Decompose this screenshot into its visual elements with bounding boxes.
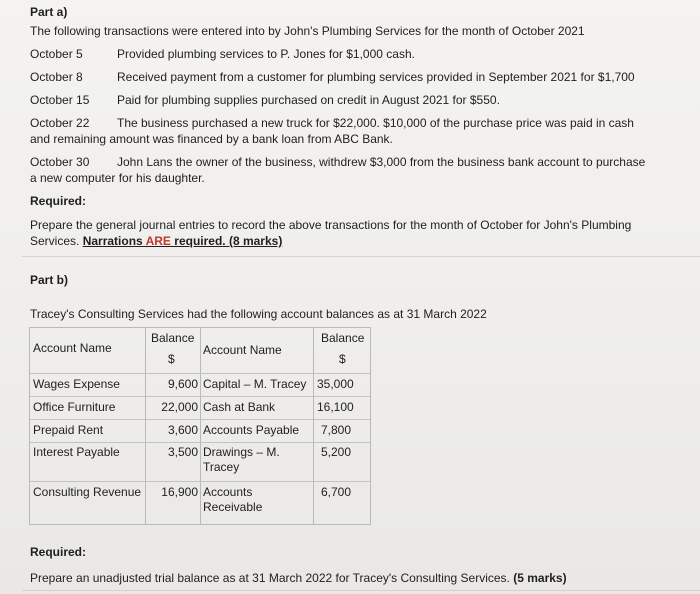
table-cell: Prepaid Rent [33,423,104,437]
transaction-date: October 22 [30,116,90,130]
required-label: Required: [30,194,87,208]
header-currency: $ [168,352,175,366]
transaction-date: October 5 [30,47,83,61]
marks-text: (5 marks) [513,571,567,585]
transaction-text: Received payment from a customer for plumbing services provided in September 2021 for $1,700 [117,70,635,84]
instruction-line: Prepare the general journal entries to record the above transactions for the month of October for John's Plumbing [30,218,632,232]
transaction-date: October 8 [30,70,83,84]
table-cell: 3,500 [167,445,198,459]
table-cell: 7,800 [321,423,352,437]
account-balances-table [29,327,371,525]
table-cell: 9,600 [167,377,198,391]
table-cell: Drawings – M. Tracey [203,445,280,474]
part-b-intro: Tracey's Consulting Services had the following account balances as at 31 March 2022 [30,307,487,321]
table-divider [30,442,370,443]
table-cell: Consulting Revenue [33,485,142,499]
transaction-text: Paid for plumbing supplies purchased on credit in August 2021 for $550. [117,93,500,107]
instruction-line [30,234,282,249]
table-cell: 35,000 [317,377,354,391]
table-divider [313,328,314,524]
table-cell: 3,600 [167,423,198,437]
narrations-text [83,234,283,248]
table-divider [30,481,370,482]
part-a-heading: Part a) [30,5,68,19]
required-label: Required: [30,545,87,559]
table-cell: 16,900 [161,485,198,499]
section-divider [22,590,700,591]
part-b-instruction [30,571,567,586]
header-currency: $ [339,352,346,366]
narrations-marks: required. (8 marks) [170,234,283,248]
instruction-text: Prepare an unadjusted trial balance as at 31 March 2022 for Tracey's Consulting Services. [30,571,514,585]
table-cell: 22,000 [161,400,198,414]
table-cell: Cash at Bank [203,400,276,414]
table-cell: 6,700 [321,485,352,499]
header-account-name: Account Name [33,341,112,355]
table-divider [30,373,370,374]
transaction-date: October 15 [30,93,90,107]
table-cell: Interest Payable [33,445,120,459]
table-cell: 5,200 [321,445,352,459]
transaction-date: October 30 [30,155,90,169]
section-divider [22,256,700,257]
narrations-label: Narrations [82,234,146,248]
transaction-continuation: a new computer for his daughter. [30,171,205,185]
transaction-text: The business purchased a new truck for $22,000. $10,000 of the purchase price was paid in cash [117,116,634,130]
part-b-heading: Part b) [30,273,69,287]
header-account-name: Account Name [203,343,282,357]
table-cell: Wages Expense [33,377,120,391]
transaction-text: Provided plumbing services to P. Jones for $1,000 cash. [117,47,415,61]
table-divider [30,419,370,420]
header-balance: Balance [151,331,195,345]
transaction-text: John Lans the owner of the business, withdrew $3,000 from the business bank account to purchase [117,155,646,169]
table-cell: Office Furniture [33,400,116,414]
table-cell: Accounts Payable [203,423,300,437]
transaction-continuation: and remaining amount was financed by a bank loan from ABC Bank. [30,132,393,146]
table-divider [30,396,370,397]
table-cell: 16,100 [317,400,354,414]
table-cell: Accounts Receivable [203,485,263,514]
part-a-intro: The following transactions were entered into by John's Plumbing Services for the month of October 2021 [30,24,585,38]
table-divider [145,328,146,524]
table-divider [200,328,201,524]
narrations-are: ARE [145,234,171,248]
instruction-prefix: Services. [30,234,83,248]
header-balance: Balance [321,331,365,345]
table-cell: Capital – M. Tracey [203,377,307,391]
